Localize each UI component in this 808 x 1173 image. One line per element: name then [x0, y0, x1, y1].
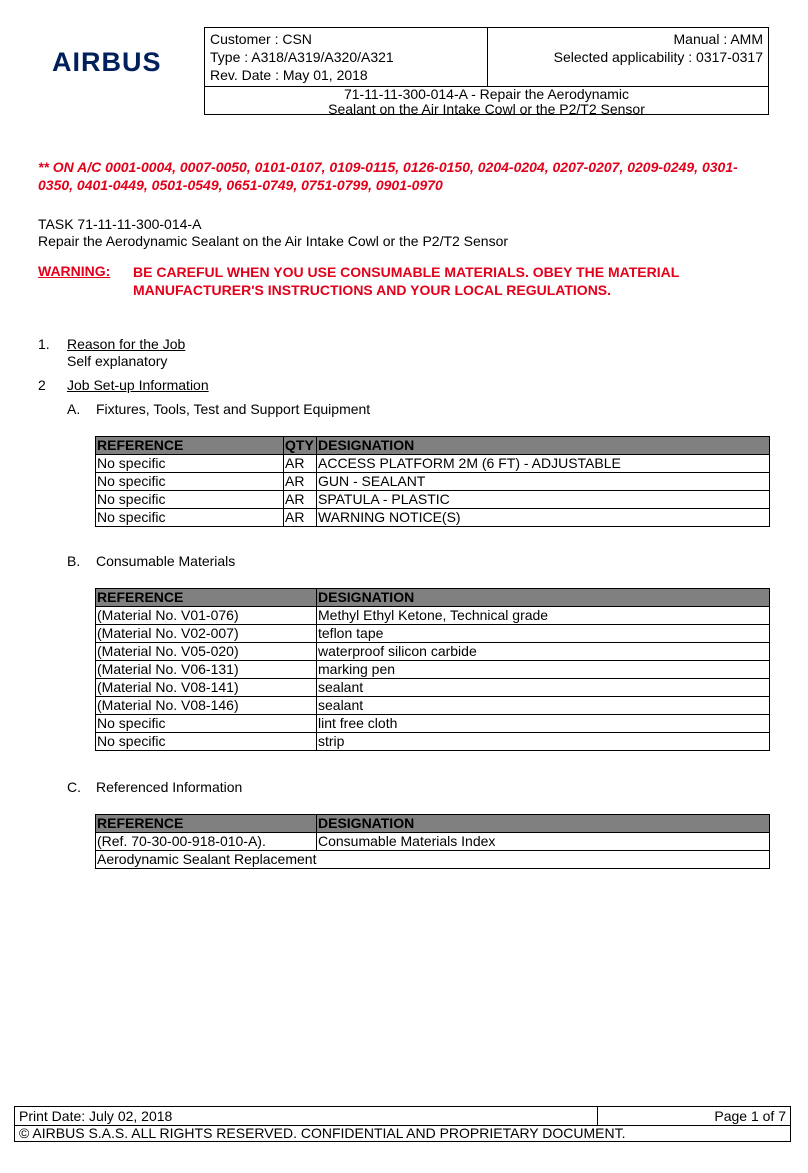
header-left-info — [210, 30, 394, 84]
document-footer — [14, 1106, 791, 1142]
table-cell: ACCESS PLATFORM 2M (6 FT) - ADJUSTABLE — [317, 455, 770, 473]
copyright-notice: © AIRBUS S.A.S. ALL RIGHTS RESERVED. CONFIDENTIAL AND PROPRIETARY DOCUMENT. — [19, 1125, 626, 1141]
table-cell: No specific — [96, 473, 284, 491]
table-row — [96, 851, 770, 869]
table-cell: No specific — [96, 715, 317, 733]
tools-table — [95, 436, 770, 527]
table-cell: AR — [284, 491, 317, 509]
section-1-text: Self explanatory — [67, 353, 168, 369]
table-row — [96, 833, 770, 851]
table-row — [96, 715, 770, 733]
page-number: Page 1 of 7 — [714, 1108, 786, 1124]
table-row — [96, 733, 770, 751]
column-header: REFERENCE — [96, 589, 317, 607]
table-cell: (Material No. V05-020) — [96, 643, 317, 661]
table-row — [96, 491, 770, 509]
consumables-table — [95, 588, 770, 751]
section-2-title: Job Set-up Information — [67, 377, 209, 393]
warning-label: WARNING: — [38, 263, 111, 279]
table-cell: AR — [284, 473, 317, 491]
document-title — [205, 86, 768, 116]
subsection-c-title: Referenced Information — [96, 779, 243, 795]
table-cell: waterproof silicon carbide — [317, 643, 770, 661]
table-cell: SPATULA - PLASTIC — [317, 491, 770, 509]
table-cell: sealant — [317, 697, 770, 715]
table-cell: AR — [284, 455, 317, 473]
table-cell: AR — [284, 509, 317, 527]
table-cell: strip — [317, 733, 770, 751]
document-title-line2: Sealant on the Air Intake Cowl or the P2/T2 Sensor — [328, 100, 645, 117]
section-1-number: 1. — [38, 336, 50, 352]
table-cell: No specific — [96, 733, 317, 751]
table-row — [96, 679, 770, 697]
table-cell: (Material No. V06-131) — [96, 661, 317, 679]
column-header: REFERENCE — [96, 815, 317, 833]
table-row — [96, 697, 770, 715]
column-header: REFERENCE — [96, 437, 284, 455]
table-cell: (Material No. V08-141) — [96, 679, 317, 697]
column-header: DESIGNATION — [317, 815, 770, 833]
footer-top-row — [15, 1107, 790, 1126]
table-row — [96, 455, 770, 473]
table-header-row — [96, 815, 770, 833]
table-cell: (Material No. V01-076) — [96, 607, 317, 625]
revision-date-label: Rev. Date : May 01, 2018 — [210, 67, 368, 83]
table-cell: marking pen — [317, 661, 770, 679]
column-header: DESIGNATION — [317, 589, 770, 607]
table-cell: Methyl Ethyl Ketone, Technical grade — [317, 607, 770, 625]
subsection-b-title: Consumable Materials — [96, 553, 236, 569]
references-table — [95, 814, 770, 869]
table-row — [96, 509, 770, 527]
table-cell: No specific — [96, 509, 284, 527]
column-header: DESIGNATION — [317, 437, 770, 455]
table-cell: (Material No. V08-146) — [96, 697, 317, 715]
document-header — [204, 27, 769, 115]
table-row — [96, 473, 770, 491]
table-row — [96, 607, 770, 625]
table-cell: teflon tape — [317, 625, 770, 643]
customer-label: Customer : CSN — [210, 31, 312, 47]
table-cell: WARNING NOTICE(S) — [317, 509, 770, 527]
table-cell: No specific — [96, 455, 284, 473]
table-cell: (Material No. V02-007) — [96, 625, 317, 643]
task-title: Repair the Aerodynamic Sealant on the Air Intake Cowl or the P2/T2 Sensor — [38, 233, 509, 249]
airbus-logo: AIRBUS — [52, 47, 162, 77]
subsection-a-title: Fixtures, Tools, Test and Support Equipment — [96, 401, 371, 417]
header-divider — [487, 28, 488, 86]
footer-divider — [597, 1107, 598, 1125]
task-id: TASK 71-11-11-300-014-A — [38, 216, 202, 232]
table-row — [96, 643, 770, 661]
table-cell: sealant — [317, 679, 770, 697]
table-cell: Aerodynamic Sealant Replacement — [96, 851, 770, 869]
warning-text: BE CAREFUL WHEN YOU USE CONSUMABLE MATERIALS. OBEY THE MATERIAL MANUFACTURER'S INSTRUCTIONS AND YOUR LOCAL REGULATIONS. — [133, 264, 680, 298]
table-header-row — [96, 589, 770, 607]
aircraft-type-label: Type : A318/A319/A320/A321 — [210, 49, 394, 65]
effectivity-text: ** ON A/C 0001-0004, 0007-0050, 0101-0107, 0109-0115, 0126-0150, 0204-0204, 0207-0207, 0209-0249, 0301-0350, 0401-0449, 0501-0549, 0651-0749, 0751-0799, 0901-0970 — [38, 159, 738, 193]
column-header: QTY — [284, 437, 317, 455]
table-row — [96, 661, 770, 679]
subsection-c-letter: C. — [67, 779, 81, 795]
header-top-row — [205, 28, 768, 87]
table-cell: No specific — [96, 491, 284, 509]
print-date: Print Date: July 02, 2018 — [19, 1108, 173, 1124]
table-row — [96, 625, 770, 643]
subsection-b-letter: B. — [67, 553, 81, 569]
subsection-a-letter: A. — [67, 401, 81, 417]
table-cell: GUN - SEALANT — [317, 473, 770, 491]
task-heading — [38, 216, 508, 250]
table-cell: Consumable Materials Index — [317, 833, 770, 851]
header-right-info — [554, 30, 763, 66]
table-header-row — [96, 437, 770, 455]
section-2-number: 2 — [38, 377, 46, 393]
table-cell: lint free cloth — [317, 715, 770, 733]
table-cell: (Ref. 70-30-00-918-010-A). — [96, 833, 317, 851]
document-title-line1: 71-11-11-300-014-A - Repair the Aerodynamic — [343, 86, 630, 102]
applicability-label: Selected applicability : 0317-0317 — [553, 49, 763, 65]
section-1-title: Reason for the Job — [67, 336, 186, 352]
manual-label: Manual : AMM — [673, 31, 763, 47]
